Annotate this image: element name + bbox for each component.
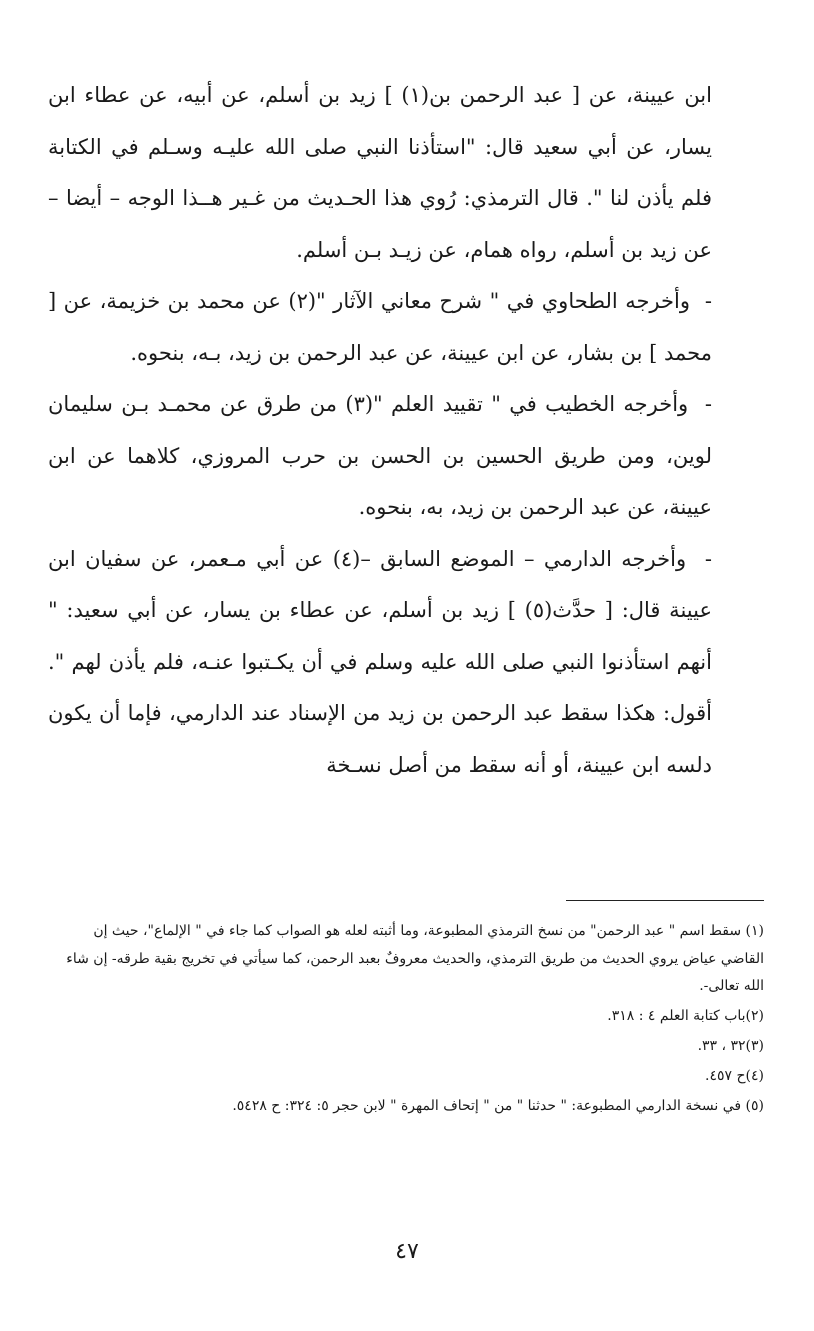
paragraph-3: - وأخرجه الخطيب في " تقييد العلم "(٣) من طرق عن محمـد بـن سليمان لوين، ومن طريق الحسين بن الحسن بن حرب المروزي، كلاهما عن ابن عيينة، عن عبد الرحمن بن زيد، به، بنحوه. xyxy=(48,379,712,534)
footnote-3: (٣)٣٢ ، ٣٣. xyxy=(697,1037,764,1054)
paragraph-4: - وأخرجه الدارمي – الموضع السابق –(٤) عن أبي مـعمر، عن سفيان ابن عيينة قال: [ حدَّث(٥) ] زيد بن أسلم، عن عطاء بن يسار، عن أبي سعيد: " أنهم استأذنوا النبي صلى الله عليه وسلم في أن يكـتبوا عنـه، فلم يأذن لهم ". أقول: هكذا سقط عبد الرحمن بن زيد من الإسناد عند الدارمي، فإما أن يكون دلسه ابن عيينة، أو أنه سقط من أصل نسـخة xyxy=(48,534,712,792)
footnote-1: (١) سقط اسم " عبد الرحمن" من نسخ الترمذي المطبوعة، وما أثبته لعله هو الصواب كما جاء في " الإلماع"، حيث إن القاضي عياض يروي الحديث من طريق الترمذي، والحديث معروفٌ بعبد الرحمن، كما سيأتي في تخريج بقية طرقه- إن شاء الله تعالى-. xyxy=(66,923,764,994)
paragraph-1: ابن عيينة، عن [ عبد الرحمن بن(١) ] زيد بن أسلم، عن أبيه، عن عطاء ابن يسار، عن أبي سعيد قال: "استأذنا النبي صلى الله عليـه وسـلم في الكتابة فلم يأذن لنا ". قال الترمذي: رُوي هذا الحـديث من غـير هــذا الوجه – أيضا – عن زيد بن أسلم، رواه همام، عن زيـد بـن أسلم. xyxy=(48,83,712,262)
page-number: ٤٧ xyxy=(395,1239,419,1264)
footnote-2: (٢)باب كتابة العلم ٤ : ٣١٨. xyxy=(607,1007,764,1024)
paragraph-2: - وأخرجه الطحاوي في " شرح معاني الآثار "(٢) عن محمد بن خزيمة، عن [ محمد ] بن بشار، عن ابن عيينة، عن عبد الرحمن بن زيد، بـه، بنحوه. xyxy=(48,276,712,379)
footnote-separator xyxy=(566,900,764,901)
footnotes xyxy=(52,918,764,1121)
main-text xyxy=(48,70,712,791)
footnote-5: (٥) في نسخة الدارمي المطبوعة: " حدثنا " من " إتحاف المهرة " لابن حجر ٥: ٣٢٤: ح ٥٤٢٨. xyxy=(232,1097,764,1114)
footnote-4: (٤)ح ٤٥٧. xyxy=(705,1067,764,1084)
